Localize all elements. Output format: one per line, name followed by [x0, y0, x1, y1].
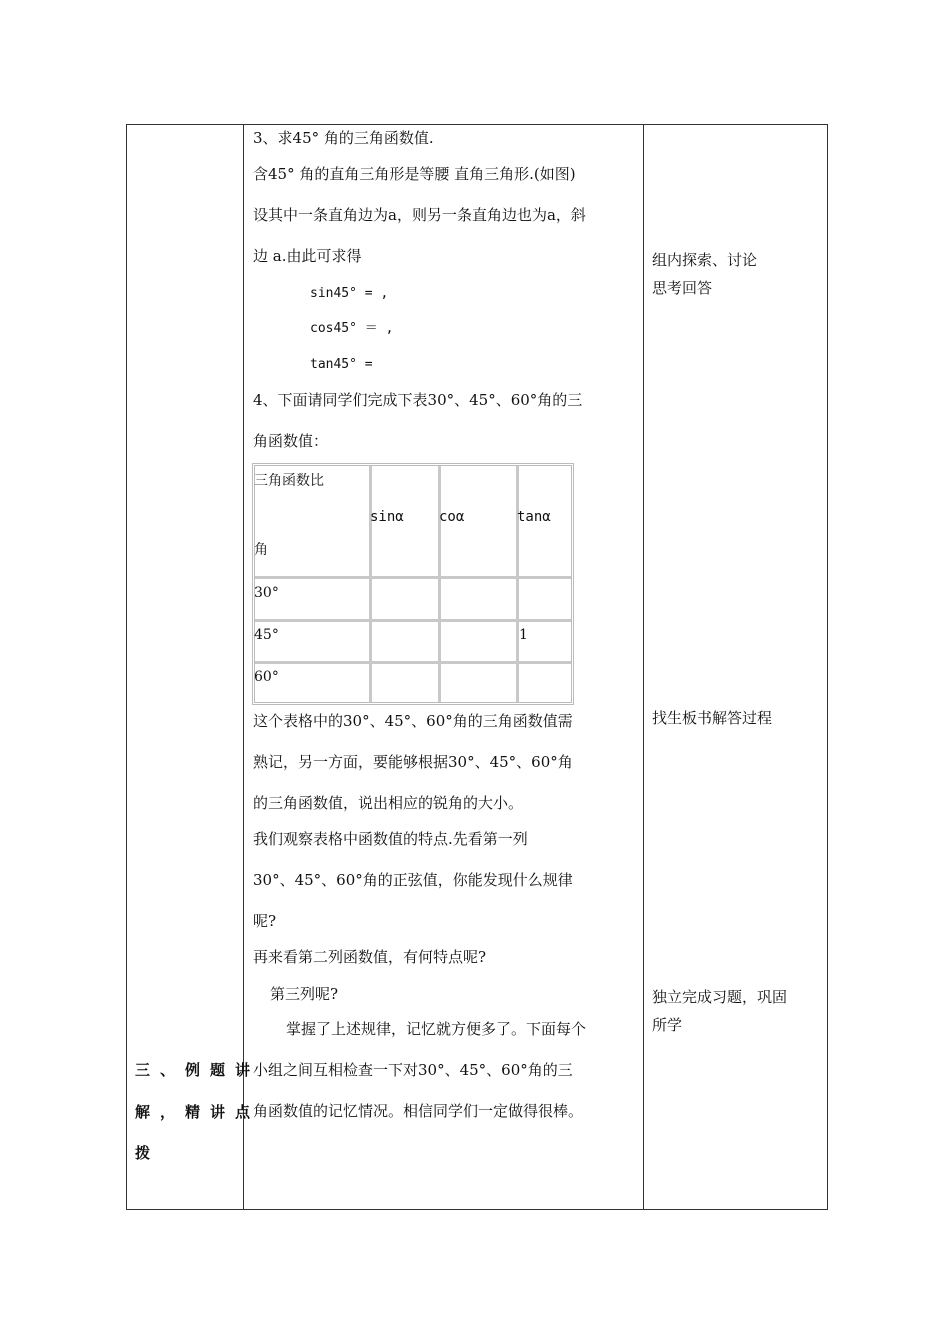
activity-note: 找生板书解答过程 — [652, 709, 773, 727]
formula-cos45: cos45° ＝ , — [310, 321, 394, 336]
mid-paragraph: 掌握了上述规律，记忆就方便多了。下面每个 — [286, 1020, 587, 1038]
mid-paragraph: 设其中一条直角边为a，则另一条直角边也为a，斜 — [253, 206, 586, 224]
mid-paragraph: 3、求45° 角的三角函数值. — [253, 129, 434, 147]
table-cell-tan45: 1 — [519, 627, 528, 643]
mid-paragraph: 这个表格中的30°、45°、60°角的三角函数值需 — [253, 712, 573, 730]
mid-paragraph: 熟记，另一方面，要能够根据30°、45°、60°角 — [253, 753, 573, 771]
formula-sin45: sin45° = , — [310, 286, 389, 301]
mid-paragraph: 第三列呢? — [270, 985, 339, 1003]
mid-paragraph: 4、下面请同学们完成下表30°、45°、60°角的三 — [253, 391, 583, 409]
mid-paragraph: 我们观察表格中函数值的特点.先看第一列 — [253, 830, 528, 848]
section-label-line3: 拨 — [135, 1144, 161, 1162]
mid-paragraph: 角函数值： — [253, 432, 329, 450]
section-label-line1: 三、例题讲 — [135, 1061, 261, 1079]
column-divider-left — [243, 125, 244, 1209]
formula-tan45: tan45° = — [310, 357, 373, 372]
table-row-30: 30° — [254, 585, 279, 601]
activity-note: 所学 — [652, 1016, 683, 1034]
activity-note: 思考回答 — [652, 279, 713, 297]
mid-paragraph: 角函数值的记忆情况。相信同学们一定做得很棒。 — [253, 1102, 584, 1120]
section-label-line2: 解，精讲点 — [135, 1103, 261, 1121]
table-header-ratio: 三角函数比 — [254, 473, 324, 489]
table-row-60: 60° — [254, 669, 279, 685]
table-row-45: 45° — [254, 627, 279, 643]
table-header-angle: 角 — [254, 542, 268, 558]
mid-paragraph: 30°、45°、60°角的正弦值，你能发现什么规律 — [253, 871, 573, 889]
table-col-sin: sinα — [370, 509, 404, 525]
table-col-tan: tanα — [517, 509, 551, 525]
column-divider-right — [643, 125, 644, 1209]
mid-paragraph: 小组之间互相检查一下对30°、45°、60°角的三 — [253, 1061, 573, 1079]
mid-paragraph: 呢? — [253, 912, 277, 930]
mid-paragraph: 的三角函数值，说出相应的锐角的大小。 — [253, 794, 524, 812]
mid-paragraph: 含45° 角的直角三角形是等腰 直角三角形.(如图) — [253, 165, 576, 183]
activity-note: 独立完成习题，巩固 — [652, 988, 788, 1006]
mid-paragraph: 再来看第二列函数值，有何特点呢? — [253, 948, 487, 966]
activity-note: 组内探索、讨论 — [652, 251, 758, 269]
table-col-cos: coα — [439, 509, 465, 525]
mid-paragraph: 边 a.由此可求得 — [253, 247, 362, 265]
trig-value-table — [252, 463, 574, 705]
